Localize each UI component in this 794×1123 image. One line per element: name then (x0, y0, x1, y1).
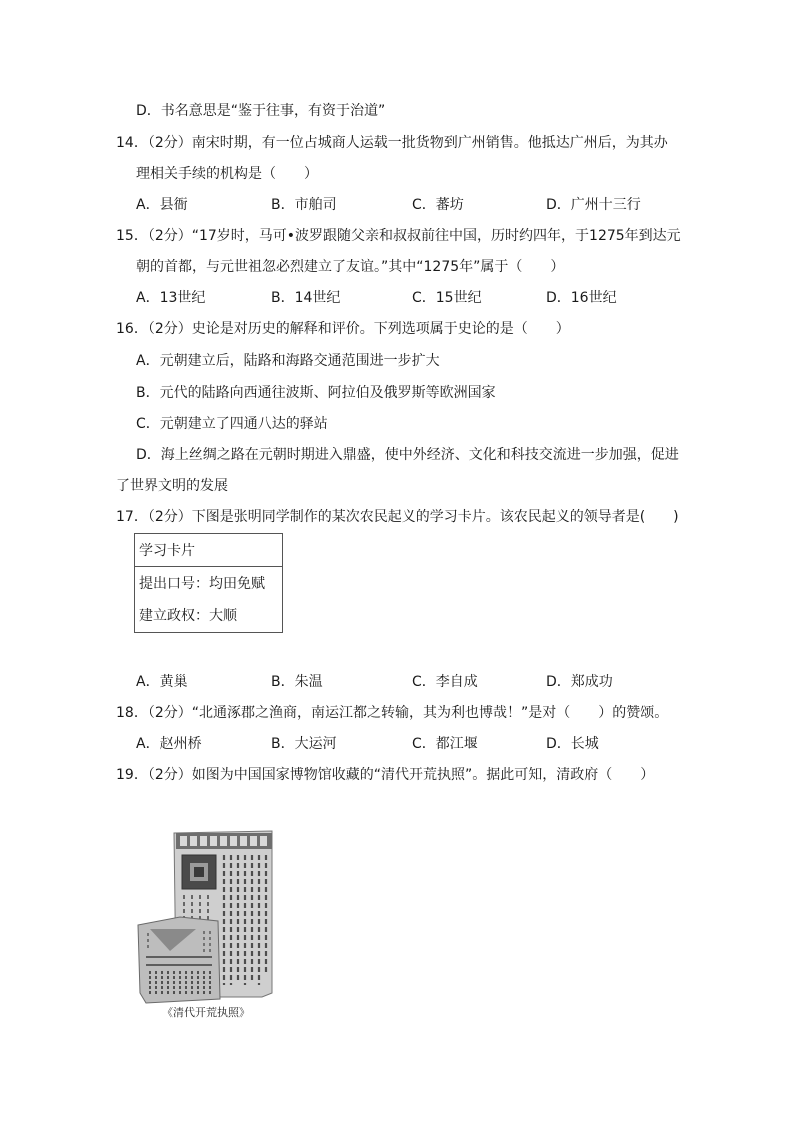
q16-option-b: B．元代的陆路向西通往波斯、阿拉伯及俄罗斯等欧洲国家 (136, 385, 496, 401)
q14-stem-line2: 理相关手续的机构是（ ） (136, 166, 318, 182)
study-card-slogan: 提出口号：均田免赋 (139, 576, 265, 592)
q13-option-d: D．书名意思是“鉴于往事，有资于治道” (136, 103, 386, 119)
q14-option-d: D．广州十三行 (546, 197, 641, 213)
q18-option-c: C．都江堰 (412, 736, 478, 752)
q16-option-d-line2: 了世界文明的发展 (116, 478, 228, 494)
q17-option-d: D．郑成功 (546, 674, 613, 690)
q15-option-c: C．15世纪 (412, 290, 482, 306)
q15-stem-line2: 朝的首都，与元世祖忽必烈建立了友谊。”其中“1275年”属于（ ） (136, 259, 565, 275)
q15-stem-line1: 15．（2分）“17岁时，马可•波罗跟随父亲和叔叔前往中国，历时约四年，于1275年到达元 (116, 228, 681, 244)
q17-option-a: A．黄巢 (136, 674, 188, 690)
q19-stem: 19．（2分）如图为中国国家博物馆收藏的“清代开荒执照”。据此可知，清政府（ ） (116, 767, 655, 783)
q16-option-a: A．元朝建立后，陆路和海路交通范围进一步扩大 (136, 353, 440, 369)
q17-stem: 17．（2分）下图是张明同学制作的某次农民起义的学习卡片。该农民起义的领导者是( ) (116, 509, 679, 525)
q15-option-d: D．16世纪 (546, 290, 617, 306)
study-card (134, 533, 283, 633)
land-reclamation-license-photo (136, 825, 276, 1021)
q15-option-a: A．13世纪 (136, 290, 206, 306)
q14-stem-line1: 14．（2分）南宋时期，有一位占城商人运载一批货物到广州销售。他抵达广州后，为其办 (116, 135, 668, 151)
q16-option-d-line1: D．海上丝绸之路在元朝时期进入鼎盛，使中外经济、文化和科技交流进一步加强，促进 (136, 447, 679, 463)
q18-option-d: D．长城 (546, 736, 599, 752)
q16-stem: 16．（2分）史论是对历史的解释和评价。下列选项属于史论的是（ ） (116, 321, 570, 337)
q16-option-c: C．元朝建立了四通八达的驿站 (136, 416, 328, 432)
q18-option-b: B．大运河 (271, 736, 337, 752)
q15-option-b: B．14世纪 (271, 290, 341, 306)
license-photo-caption: 《清代开荒执照》 (162, 1006, 250, 1019)
study-card-title: 学习卡片 (135, 534, 282, 567)
q14-option-b: B．市舶司 (271, 197, 337, 213)
study-card-regime: 建立政权：大顺 (139, 608, 237, 624)
q14-option-a: A．县衙 (136, 197, 188, 213)
q18-stem: 18．（2分）“北通涿郡之渔商，南运江都之转输，其为利也博哉！”是对（ ）的赞颂。 (116, 705, 669, 721)
q14-option-c: C．蕃坊 (412, 197, 464, 213)
q17-option-b: B．朱温 (271, 674, 323, 690)
q17-option-c: C．李自成 (412, 674, 478, 690)
q18-option-a: A．赵州桥 (136, 736, 202, 752)
